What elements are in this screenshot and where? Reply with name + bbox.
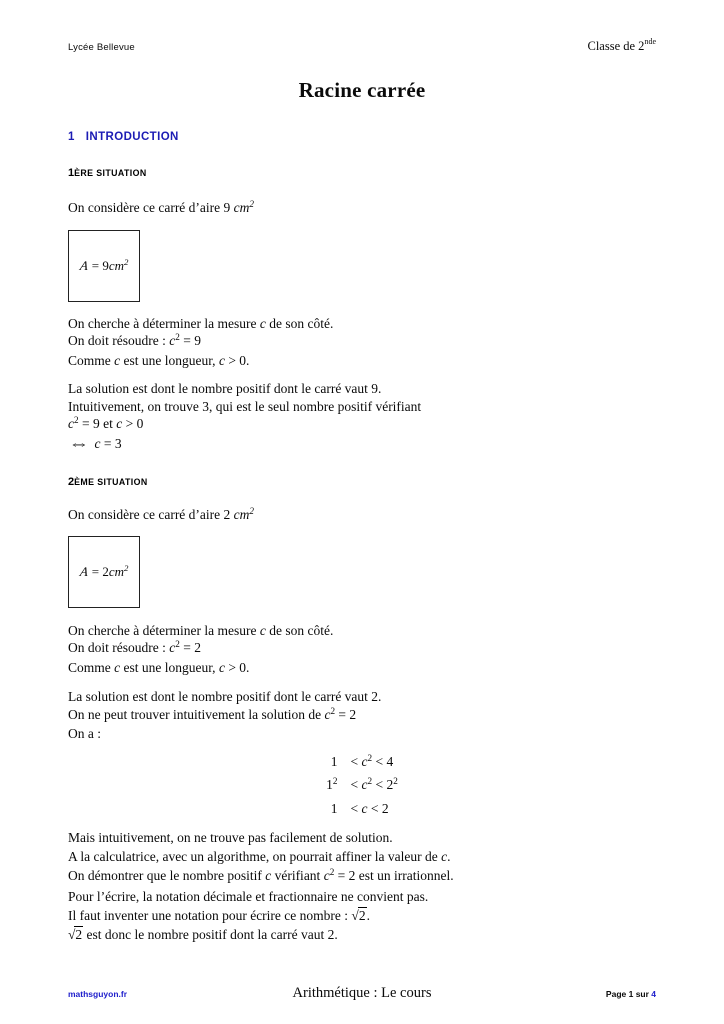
square-2-area-label: $A = 2cm^2$: [78, 563, 129, 579]
inequality-right: < $c^2 < 2^2$: [350, 776, 398, 793]
situation2-intro-line: On considère ce carré d’aire 2 $cm^2$: [68, 506, 254, 523]
class-label: Classe de 2nde: [587, 37, 656, 54]
text-line: On a :: [68, 726, 101, 742]
square-figure-1: [68, 230, 140, 302]
text-line: On doit résoudre : $c^2 = 2$: [68, 639, 201, 656]
text-line: On démontrer que le nombre positif c vérifiant $c^2 = 2$ est un irrationnel.: [68, 867, 454, 884]
site-link[interactable]: mathsguyon.fr: [68, 989, 128, 999]
text-line: Mais intuitivement, on ne trouve pas facilement de solution.: [68, 830, 393, 846]
text-line: Comme c est une longueur, c > 0.: [68, 352, 250, 368]
subsection-heading-situation2: 2ÈME SITUATION: [68, 476, 148, 489]
inequality-left: 1: [330, 800, 338, 816]
text-line: Intuitivement, on trouve 3, qui est le seul nombre positif vérifiant: [68, 398, 422, 414]
inequality-left: 1: [330, 753, 338, 769]
situation1-block2: [68, 380, 656, 452]
section-label: INTRODUCTION: [85, 131, 179, 144]
footer-center-title: Arithmétique : Le cours: [292, 985, 432, 1001]
text-line: La solution est dont le nombre positif dont le carré vaut 2.: [68, 689, 382, 705]
inequality-block: [326, 751, 398, 820]
text-line: Comme c est une longueur, c > 0.: [68, 659, 250, 675]
inequality-right: < $c^2 < 4$: [350, 752, 394, 769]
footer-left: [68, 984, 293, 1002]
situation2-block2: [68, 688, 656, 743]
text-line: Pour l’écrire, la notation décimale et fractionnaire ne convient pas.: [68, 889, 429, 905]
text-line: $c^2 = 9$ et c > 0: [68, 415, 144, 432]
school-name: Lycée Bellevue: [68, 42, 135, 54]
text-line: On ne peut trouver intuitivement la solution de $c^2 = 2$: [68, 705, 357, 722]
text-line: On cherche à déterminer la mesure c de son côté.: [68, 315, 334, 331]
subsection-heading-situation1: 1ÈRE SITUATION: [68, 167, 147, 180]
situation2-block1: [68, 622, 656, 677]
text-line: On cherche à déterminer la mesure c de son côté.: [68, 622, 334, 638]
square-1-area-label: $A = 9cm^2$: [78, 257, 129, 273]
section-number: 1: [68, 131, 75, 144]
text-line: On doit résoudre : $c^2 = 9$: [68, 332, 201, 349]
page-title: Racine carrée: [298, 78, 426, 103]
section-heading-introduction: [68, 131, 656, 143]
situation1-intro-line: On considère ce carré d’aire 9 $cm^2$: [68, 199, 254, 216]
document-footer: [68, 984, 656, 1002]
situation1-block1: [68, 315, 656, 370]
page-indicator: Page 1 sur 4: [605, 989, 657, 999]
conclusion-block: [68, 828, 656, 944]
text-line: Il faut inventer une notation pour écrire ce nombre : √2.: [68, 908, 370, 924]
text-line: La solution est dont le nombre positif dont le carré vaut 9.: [68, 381, 382, 397]
inequality-left: $1^2$: [326, 776, 338, 793]
square-figure-2: [68, 536, 140, 608]
text-line: A la calculatrice, avec un algorithme, on pourrait affiner la valeur de c.: [68, 849, 451, 865]
text-line: √2 est donc le nombre positif dont la carré vaut 2.: [68, 927, 338, 943]
page-number-link[interactable]: 4: [651, 989, 657, 999]
document-header: [68, 0, 656, 54]
text-line: ⇔ c = 3: [68, 435, 122, 451]
class-superscript: nde: [644, 37, 656, 46]
inequality-right: < c < 2: [350, 800, 389, 816]
